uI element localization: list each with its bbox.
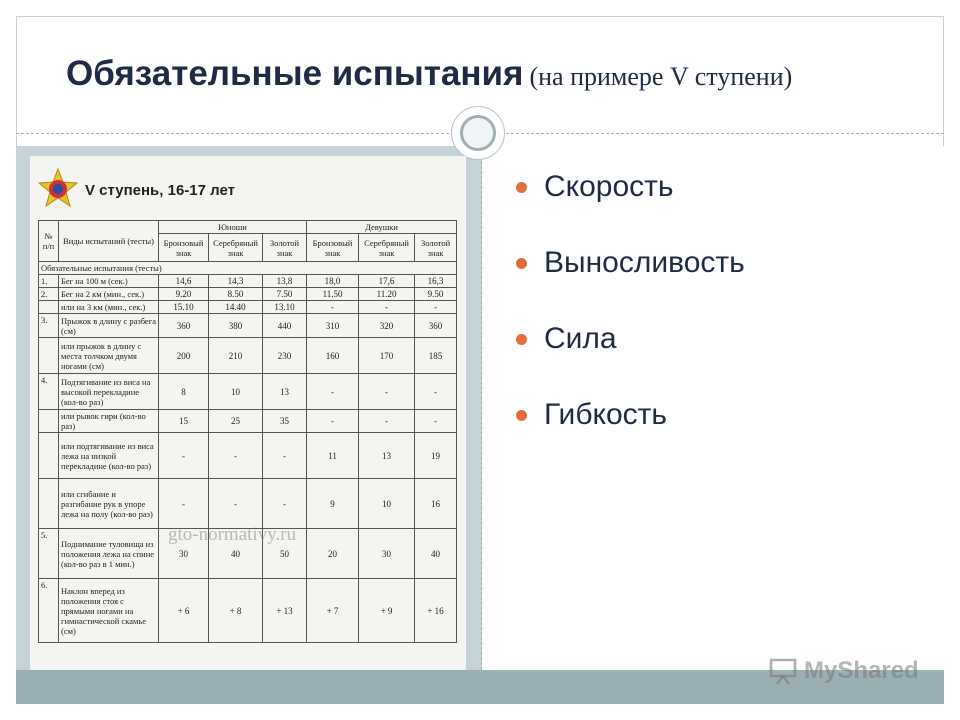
bullet-item: Сила [516,320,745,396]
row-value: 8.50 [209,288,263,301]
row-number [39,433,59,479]
header-gold: Золотой знак [415,234,457,262]
row-value: 13 [359,433,415,479]
row-test-name: или подтягивание из виса лежа на низкой перекладине (кол-во раз) [59,433,159,479]
presentation-board-icon [768,656,798,686]
row-value: - [415,374,457,410]
row-test-name: Бег на 2 км (мин., сек.) [59,288,159,301]
standards-table-image [30,156,466,670]
row-value: 11 [307,433,359,479]
row-value: + 6 [159,579,209,643]
row-number: 6. [39,579,59,643]
header-kind: Виды испытаний (тесты) [59,221,159,262]
table-row [39,433,457,479]
row-value: 320 [359,314,415,338]
header-num: № п/п [39,221,59,262]
table-row [39,579,457,643]
watermark-brand: MyShared [804,657,919,684]
row-value: 360 [159,314,209,338]
row-value: 14,3 [209,275,263,288]
bullet-item: Выносливость [516,244,745,320]
row-value: - [307,301,359,314]
column-divider [481,146,482,670]
row-value: - [307,410,359,433]
table-row [39,374,457,410]
row-number: 3. [39,314,59,338]
row-value: 7.50 [263,288,307,301]
myshared-watermark [768,656,919,686]
row-value: 20 [307,529,359,579]
row-value: - [359,410,415,433]
row-value: 360 [415,314,457,338]
header-girls: Девушки [307,221,457,234]
row-value: + 7 [307,579,359,643]
row-value: 30 [359,529,415,579]
row-value: 185 [415,338,457,374]
row-value: 170 [359,338,415,374]
table-row [39,275,457,288]
slide-title [66,54,792,94]
row-value: + 8 [209,579,263,643]
row-test-name: Подтягивание из виса на высокой перекладине (кол-во раз) [59,374,159,410]
row-value: - [209,479,263,529]
table-row [39,479,457,529]
row-number: 4. [39,374,59,410]
row-value: 35 [263,410,307,433]
row-test-name: или рывок гири (кол-во раз) [59,410,159,433]
row-number: 2. [39,288,59,301]
header-bronze: Бронзовый знак [159,234,209,262]
row-value: 40 [415,529,457,579]
table-row [39,288,457,301]
row-number [39,301,59,314]
bullet-dot-icon [516,334,527,345]
row-number: 5. [39,529,59,579]
row-test-name: Прыжок в длину с разбега (см) [59,314,159,338]
row-value: 9 [307,479,359,529]
row-number [39,410,59,433]
site-watermark: gto-normativy.ru [168,524,297,545]
stage-title: V ступень, 16-17 лет [85,182,235,199]
row-value: - [415,301,457,314]
header-bronze: Бронзовый знак [307,234,359,262]
row-value: 310 [307,314,359,338]
bullet-dot-icon [516,410,527,421]
row-value: 210 [209,338,263,374]
row-value: 15.10 [159,301,209,314]
header-gold: Золотой знак [263,234,307,262]
circle-ornament-icon [451,106,505,160]
bullet-dot-icon [516,258,527,269]
row-value: 13.10 [263,301,307,314]
row-value: 17,6 [359,275,415,288]
row-value: 8 [159,374,209,410]
row-test-name: или прыжок в длину с места толчком двумя ногами (см) [59,338,159,374]
bullet-list [516,168,745,472]
row-value: - [159,433,209,479]
row-test-name: или сгибание и разгибание рук в упоре лежа на полу (кол-во раз) [59,479,159,529]
row-value: - [159,479,209,529]
header-silver: Серебряный знак [359,234,415,262]
table-row [39,314,457,338]
row-value: 10 [209,374,263,410]
row-number [39,479,59,529]
gto-logo-icon [38,168,78,213]
row-value: 15 [159,410,209,433]
row-value: - [263,479,307,529]
row-value: - [415,410,457,433]
row-value: 11.20 [359,288,415,301]
table-row [39,301,457,314]
row-value: 19 [415,433,457,479]
row-test-name: Бег на 100 м (сек.) [59,275,159,288]
row-value: 16 [415,479,457,529]
row-value: 30 [159,529,209,579]
row-value: 160 [307,338,359,374]
row-value: - [359,301,415,314]
table-row [39,338,457,374]
row-value: + 16 [415,579,457,643]
header-boys: Юноши [159,221,307,234]
row-value: - [263,433,307,479]
row-number [39,338,59,374]
row-test-name: Поднимание туловища из положения лежа на спине (кол-во раз в 1 мин.) [59,529,159,579]
row-value: 13,8 [263,275,307,288]
row-value: 11.50 [307,288,359,301]
row-value: 9.50 [415,288,457,301]
row-value: + 13 [263,579,307,643]
row-value: 40 [209,529,263,579]
row-value: 230 [263,338,307,374]
row-value: 25 [209,410,263,433]
row-value: 440 [263,314,307,338]
title-main: Обязательные испытания [66,54,524,93]
row-value: 50 [263,529,307,579]
row-number: 1. [39,275,59,288]
row-value: 14,6 [159,275,209,288]
bullet-item: Гибкость [516,396,745,472]
row-value: + 9 [359,579,415,643]
row-test-name: Наклон вперед из положения стоя с прямыми ногами на гимнастической скамье (см) [59,579,159,643]
row-value: 380 [209,314,263,338]
row-value: - [209,433,263,479]
row-value: 16,3 [415,275,457,288]
standards-table [38,220,457,643]
row-value: 200 [159,338,209,374]
section-row: Обязательные испытания (тесты) [39,262,457,275]
row-value: - [359,374,415,410]
bullet-item: Скорость [516,168,745,244]
title-subtitle: (на примере V ступени) [529,62,793,91]
row-value: 13 [263,374,307,410]
row-value: 14.40 [209,301,263,314]
row-value: - [307,374,359,410]
header-silver: Серебряный знак [209,234,263,262]
row-value: 18,0 [307,275,359,288]
row-value: 9.20 [159,288,209,301]
row-value: 10 [359,479,415,529]
bullet-dot-icon [516,182,527,193]
table-row [39,410,457,433]
row-test-name: или на 3 км (мин., сек.) [59,301,159,314]
